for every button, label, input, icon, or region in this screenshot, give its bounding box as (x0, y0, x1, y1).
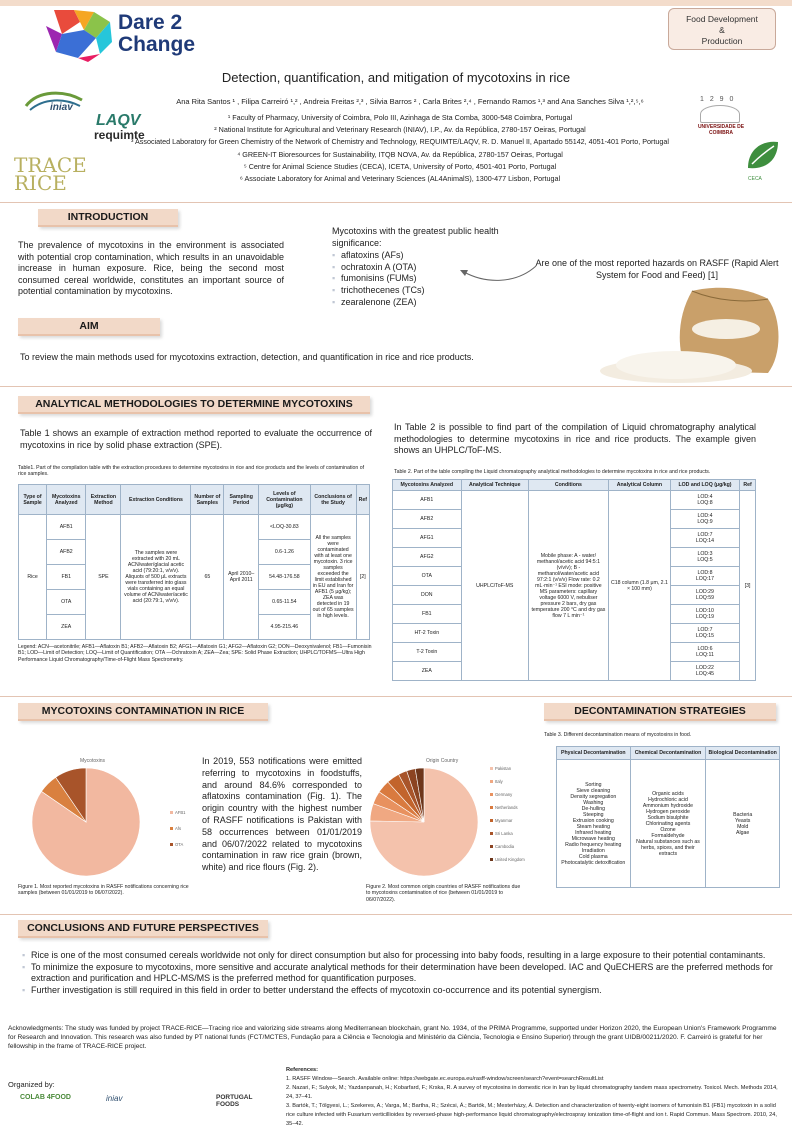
physical-method: Steeping (583, 811, 604, 818)
intro-text: The prevalence of mycotoxins in the environment is associated with potential crop contamination, which results in an unavoidable increase in human exposure. Rice, being the second most consumed cereal worldwide, constitutes an important source of potential contamination by mycotoxins. (18, 240, 284, 297)
affiliation-1: ¹ Faculty of Pharmacy, University of Coimbra, Polo III, Azinhaga de Sta Comba, 3000-548 Coimbra, Portugal (227, 113, 573, 122)
decontamination-heading: DECONTAMINATION STRATEGIES (544, 703, 776, 721)
physical-method: Infrared heating (575, 829, 612, 836)
affiliation-4: ⁴ GREEN-IT Bioresources for Sustainability, ITQB NOVA, Av. da República, 2780-157 Oeiras, Portugal (237, 149, 563, 159)
table2-caption: Table 2. Part of the table compiling the Liquid chromatography analytical methodologies to determine mycotoxins in rice and rice products. (394, 469, 711, 475)
table-cell: 0.65-11.54 (259, 589, 310, 614)
rasff-note: Are one of the most reported hazards on RASFF (Rapid Alert System for Food and Feed) [1] (535, 258, 779, 280)
divider (0, 696, 792, 697)
legend-label: OTA (175, 842, 184, 847)
legend-label: Afs (175, 826, 182, 831)
physical-method: De-hulling (581, 805, 605, 812)
chart-mycotoxins (18, 756, 198, 880)
chemical-method: Sodium bisulphite (647, 814, 689, 821)
physical-method: Microwave heating (571, 835, 615, 842)
table-cell: <LOQ-30.83 (259, 515, 310, 540)
legend-label: Germany (495, 792, 513, 797)
table3-header: Physical Decontamination (557, 747, 631, 760)
table2-header: Analytical Column (608, 480, 670, 491)
table2 (392, 479, 756, 681)
iniav-footer-logo: iniav (106, 1094, 123, 1103)
table2-header: LOD and LOQ (μg/kg) (670, 480, 739, 491)
table-cell: AFB1 (393, 491, 462, 510)
table-row (393, 491, 756, 510)
table1-header: Sampling Period (224, 485, 259, 515)
table-cell: LOD:10 LOQ:19 (670, 605, 739, 624)
table-cell: AFB1 (47, 515, 86, 540)
trace-rice-logo: TRACE RICE (14, 153, 87, 195)
legend-swatch (170, 843, 173, 846)
table-cell: [3] (740, 491, 756, 681)
biological-method: Yeasts (735, 817, 751, 824)
divider (0, 386, 792, 387)
authors: Ana Rita Santos ¹ , Filipa Carreiró ¹,² , Andreia Freitas ²,³ , Silvia Barros ² , Carla Brites ²,⁴ , Fernando Ramos ¹,³ and Ana Sanches Silva ¹,²,⁵,⁶ (176, 97, 644, 106)
table-row (557, 760, 780, 888)
table-cell: LOD:6 LOQ:11 (670, 643, 739, 662)
legend-swatch (490, 819, 493, 822)
fig1-caption: Figure 1. Most reported mycotoxins in RASFF notifications concerning rice samples (between 01/01/2019 to 06/07/2022). (18, 884, 189, 897)
chemical-method: Ozone (660, 826, 676, 833)
table-row (19, 515, 370, 540)
list-item: ▪ ochratoxin A (OTA) (332, 262, 532, 274)
physical-methods-cell (557, 760, 631, 888)
mycotoxin-list-title: Mycotoxins with the greatest public health significance: (332, 226, 499, 248)
table1 (18, 484, 370, 640)
aim-text: To review the main methods used for mycotoxins extraction, detection, and quantification in rice and rice products. (20, 352, 474, 362)
pie1-slices (32, 768, 140, 876)
table3 (556, 746, 780, 888)
divider (0, 914, 792, 915)
table-cell: DON (393, 586, 462, 605)
pie1-legend (170, 810, 186, 847)
contamination-text: In 2019, 553 notifications were emitted referring to mycotoxins in foodstuffs, and around 84.6% corresponded to aflatoxins contamination (Fig. 1). The origin country with the highest number of RASFF notifications is Pakistan with 58 occurrences between 01/01/2019 and 06/07/2022 related to mycotoxins contamination in raw rice grain (brown, white) and rice flours (Fig. 2). (202, 756, 362, 873)
table-cell: LOD:8 LOQ:17 (670, 567, 739, 586)
chemical-method: Chlorinating agents (645, 820, 691, 827)
portugal-foods-logo: PORTUGAL FOODS (216, 1094, 253, 1108)
requimte-logo: requimte (94, 128, 145, 142)
laqv-logo: LAQV (96, 112, 141, 129)
affiliation-3: ³ Associated Laboratory for Green Chemistry of the Network of Chemistry and Technology, REQUIMTE/LAQV, R. D. Manuel II, Apartado 55142, 4051-401 Porto, Portugal (131, 137, 669, 147)
colab4food-logo: COLAB 4FOOD (20, 1094, 71, 1101)
biological-method: Bacteria (733, 811, 753, 818)
legend-label: AFB1 (175, 810, 186, 815)
top-accent-bar (0, 0, 792, 6)
chart-origin-country (364, 756, 544, 880)
physical-method: Radio frequency heating (565, 841, 622, 848)
table-cell: SPE (86, 515, 121, 640)
coimbra-year: 1 2 9 0 (700, 96, 736, 103)
table1-caption: Table1. Part of the compilation table with the extraction procedures to determine mycotoxins in rice and rice products and the levels of contamination of rice samples. (18, 465, 365, 478)
legend-swatch (490, 793, 493, 796)
table-cell: April 2010– April 2011 (224, 515, 259, 640)
legend-swatch (490, 806, 493, 809)
methods-right-text: In Table 2 is possible to find part of the compilation of Liquid chromatography analytical methodologies to determine mycotoxins in rice and rice products. The example given shows an UHPLC/ToF-MS. (394, 422, 756, 456)
chemical-methods-cell (630, 760, 706, 888)
coimbra-logo: UNIVERSIDADE DE COIMBRA (697, 124, 745, 136)
legend-swatch (490, 767, 493, 770)
table3-header: Biological Decontamination (706, 747, 780, 760)
table-cell: [2] (356, 515, 369, 640)
acknowledgments: Acknowledgments: The study was funded by project TRACE-RICE—Tracing rice and valorizing side streams along Mediterranean blockchain, grant No. 1934, of the PRIMA Programme, supported under Horizon 2020, the European Union's Framework Programme for Research and Innovation. This research was also funded by PT national funds (FCT/MCTES, Fundação para a Ciência e Tecnologia and Ministério da Ciência, Tecnologia e Ensino Superior) through the grant UIDB/00211/2020. F. Carreiró is grateful for her fellowship in the frame of TRACE-RICE project. (8, 1025, 777, 1050)
reference-item: 2. Nazari, F.; Sulyok, M.; Yazdanpanah, H.; Kobarfard, F.; Krska, R. A survey of mycotoxins in domestic rice in Iran by liquid chromatography tandem mass spectrometry. Toxicol. Mech. Methods 2014, 24, 37–41. (286, 1085, 778, 1100)
physical-method: Photocatalytic detoxification (561, 859, 626, 866)
table-cell: C18 column (1.8 μm, 2.1 × 100 mm) (608, 491, 670, 681)
list-item: ▪ zearalenone (ZEA) (332, 297, 532, 309)
chemical-method: Natural substances such as herbs, spices, and their extracts (636, 838, 700, 857)
table3-caption: Table 3. Different decontamination means of mycotoxins in food. (544, 732, 692, 738)
brand-name: Dare 2 Change (118, 11, 196, 56)
affiliations (70, 112, 730, 185)
chart1-title: Mycotoxins (80, 758, 106, 764)
ceca-logo: CECA (748, 176, 762, 182)
table-cell: 4.95-215.46 (259, 614, 310, 639)
references (286, 1066, 784, 1129)
methods-heading: ANALYTICAL METHODOLOGIES TO DETERMINE MYCOTOXINS (18, 396, 370, 414)
table-cell: AFG2 (393, 548, 462, 567)
aim-heading: AIM (18, 318, 160, 336)
physical-method: Washing (583, 799, 604, 806)
biological-methods-cell (706, 760, 780, 888)
table-cell: ZEA (393, 661, 462, 680)
table1-legend: Legend: ACN—acetonitrile; AFB1—Aflatoxin B1; AFB2—Aflatoxin B2; AFG1—Aflatoxin G1; AFG2—Aflatoxin G2; DON—Deoxynivalenol; FB1—Fumonisin B1; LOD—Limit of Detection; LOQ—Limit of Quantification; OTA —Ochratoxin A; ZEA—Zea; SPE: Solid Phase Extraction; UHPLC/TOFMS—Ultra High Performance Liquid Chromatography/Time-of-Flight Mass Spectrometry. (18, 644, 372, 663)
table1-header: Ref (356, 485, 369, 515)
reference-item: 3. Bartók, T.; Tölgyesi, L.; Szekeres, A.; Varga, M.; Bartha, R.; Szécsi, Á.; Bartók, M.; Mesterházy, Á. Detection and characterization of twenty-eight isomers of fumonisin B1 (FB1) mycotoxin in a solid rice culture infected with Fusarium verticillioides by reversed-phase high-performance liquid chromatography/electrospray ionization time-of-flight and ion t. Rapid Commun. Mass Spectrom. 2010, 24, 35–42. (286, 1103, 777, 1127)
table-cell: AFB2 (393, 510, 462, 529)
iniav-logo: iniav (24, 88, 86, 114)
table2-header: Conditions (528, 480, 608, 491)
contamination-heading: MYCOTOXINS CONTAMINATION IN RICE (18, 703, 268, 721)
legend-swatch (170, 827, 173, 830)
table-cell: All the samples were contaminated with at least one mycotoxin. 3 rice samples exceeded the limit established in EU and Iran for AFB1 (5 µg/kg); ZEA was detected in 19 out of 65 samples in high levels. (310, 515, 356, 640)
chemical-method: Organic acids (652, 790, 684, 797)
chemical-method: Hydrogen peroxide (646, 808, 690, 815)
table-cell: LOD:7 LOQ:14 (670, 529, 739, 548)
list-item: ▪ To minimize the exposure to mycotoxins, more sensitive and accurate analytical methods for their determination have been developed. IAC and QuECHERS are the preferred methods for extraction and purification and HPLC-MS/MS is the preferred method for quantification purposes. (22, 962, 774, 985)
table2-header: Mycotoxins Analyzed (393, 480, 462, 491)
fig2-caption: Figure 2. Most common origin countries of RASFF notifications due to mycotoxins contamination of rice (between 01/01/2019 to 06/07/2022). (366, 884, 521, 903)
table-cell: 0.6-1.26 (259, 540, 310, 565)
legend-swatch (490, 845, 493, 848)
list-item: ▪ Rice is one of the most consumed cereals worldwide not only for direct consumption but also for processing into baby foods, resulting in a large exposure to their potential contaminants. (22, 950, 774, 962)
physical-method: Extrusion cooking (572, 817, 614, 824)
table-cell: FB1 (47, 565, 86, 590)
table-cell: The samples were extracted with 20 mL ACN/water/glacial acetic acid (79:20:1, v/v/v). Aliquots of 500 µL extracts were transferred into glass vials containing an equal volume of ACN/water/acetic acid (20:79:1, v/v/v). (121, 515, 191, 640)
table-cell: OTA (47, 589, 86, 614)
list-item: ▪ trichothecenes (TCs) (332, 285, 532, 297)
table-cell: T-2 Toxin (393, 643, 462, 662)
dare2change-logo-icon (44, 8, 116, 62)
physical-method: Sorting (585, 781, 602, 788)
affiliation-6: ⁶ Associate Laboratory for Animal and Veterinary Sciences (AL4AnimalS), 1300-477 Lisbon, Portugal (239, 174, 561, 184)
table-cell: ZEA (47, 614, 86, 639)
chemical-method: Ammonium hydroxide (642, 802, 694, 809)
list-item: ▪ fumonisins (FUMs) (332, 273, 532, 285)
table2-header: Ref (740, 480, 756, 491)
conclusions-list (22, 950, 774, 996)
legend-label: Sri Lanka (495, 831, 513, 836)
table-cell: FB1 (393, 605, 462, 624)
table-cell: LOD:4 LOQ:9 (670, 510, 739, 529)
references-title: References: (286, 1067, 319, 1073)
legend-swatch (490, 858, 493, 861)
physical-method: Cold plasma (578, 853, 608, 860)
conclusions-heading: CONCLUSIONS AND FUTURE PERSPECTIVES (18, 920, 268, 938)
physical-method: Sieve cleaning (576, 787, 611, 794)
table-cell: UHPLC/ToF-MS (461, 491, 528, 681)
table1-header: Levels of Contamination (μg/kg) (259, 485, 310, 515)
table-cell: AFG1 (393, 529, 462, 548)
divider (0, 202, 792, 203)
table3-header: Chemical Decontamination (630, 747, 706, 760)
list-item: ▪ aflatoxins (AFs) (332, 250, 532, 262)
pie2-legend (490, 766, 525, 862)
rice-sack-icon (596, 285, 786, 385)
chemical-method: Hydrochloric acid (648, 796, 688, 803)
table1-header: Extraction Method (86, 485, 121, 515)
table-cell: 65 (191, 515, 224, 640)
table-cell: 54.48-176.58 (259, 565, 310, 590)
table-cell: Mobile phase: A - water/ methanol/acetic acid 94:5:1 (v/v/v); B - methanol/water/acetic acid 97:2:1 (v/v/v) Flow rate: 0.2 mL·min⁻¹ ESI mode: positive MS parameters: capillary voltage 6000 V, nebuliser pressure 2 bars, dry gas temperature 200 °C and dry gas flow 7 L min⁻¹ (528, 491, 608, 681)
table-cell: LOD:3 LOQ:5 (670, 548, 739, 567)
table1-header: Number of Samples (191, 485, 224, 515)
reference-item: 1. RASFF Window—Search. Available online: https://webgate.ec.europa.eu/rasff-window/screen/search?event=searchResultList (286, 1076, 604, 1082)
legend-label: Cambodia (495, 844, 515, 849)
legend-swatch (490, 832, 493, 835)
physical-method: Irradiation (581, 847, 605, 854)
chart2-title: Origin Country (426, 758, 459, 764)
table-cell: LOD:4 LOQ:8 (670, 491, 739, 510)
curved-arrow-icon (456, 262, 540, 286)
table-cell: LOD:7 LOQ:15 (670, 624, 739, 643)
physical-method: Density segregation (570, 793, 617, 800)
intro-heading: INTRODUCTION (38, 209, 178, 227)
legend-swatch (490, 780, 493, 783)
affiliation-2: ² National Institute for Agricultural and Veterinary Research (INIAV), I.P., Av. da República, 2780-157 Oeiras, Portugal (214, 125, 586, 135)
pie2-slices (370, 768, 478, 876)
physical-method: Steam heating (576, 823, 611, 830)
legend-label: Myanmar (495, 818, 513, 823)
poster-title: Detection, quantification, and mitigation of mycotoxins in rice (221, 70, 571, 85)
table-cell: AFB2 (47, 540, 86, 565)
organized-by-label: Organized by: (8, 1080, 55, 1089)
chemical-method: Formaldehyde (651, 832, 685, 839)
category-badge: Food Development & Production (668, 8, 776, 50)
legend-label: Pakistan (495, 766, 512, 771)
methods-left-text: Table 1 shows an example of extraction method reported to evaluate the occurrence of mycotoxins in rice by solid phase extraction (SPE). (20, 428, 372, 450)
table1-header: Extraction Conditions (121, 485, 191, 515)
list-item: ▪ Further investigation is still required in this field in order to better understand the effects of mycotoxin co-occurrence and its potential synergism. (22, 985, 774, 997)
table-cell: HT-2 Toxin (393, 624, 462, 643)
affiliation-5: ⁵ Centre for Animal Science Studies (CECA), ICETA, University of Porto, 4501-401 Porto, Portugal (243, 161, 557, 171)
coimbra-crest-icon (700, 105, 740, 123)
table1-header: Mycotoxins Analyzed (47, 485, 86, 515)
legend-label: Italy (495, 779, 503, 784)
table-cell: OTA (393, 567, 462, 586)
legend-label: Netherlands (495, 805, 518, 810)
legend-label: United Kingdom (495, 857, 525, 862)
table-cell: LOD:22 LOQ:45 (670, 661, 739, 680)
table1-header: Type of Sample (19, 485, 47, 515)
biological-method: Algae (736, 829, 750, 836)
table1-header: Conclusions of the Study (310, 485, 356, 515)
table2-header: Analytical Technique (461, 480, 528, 491)
table-cell: LOD:29 LOQ:59 (670, 586, 739, 605)
ceca-leaf-icon (744, 138, 780, 174)
table-cell: Rice (19, 515, 47, 640)
legend-swatch (170, 811, 173, 814)
biological-method: Mold (737, 823, 749, 830)
